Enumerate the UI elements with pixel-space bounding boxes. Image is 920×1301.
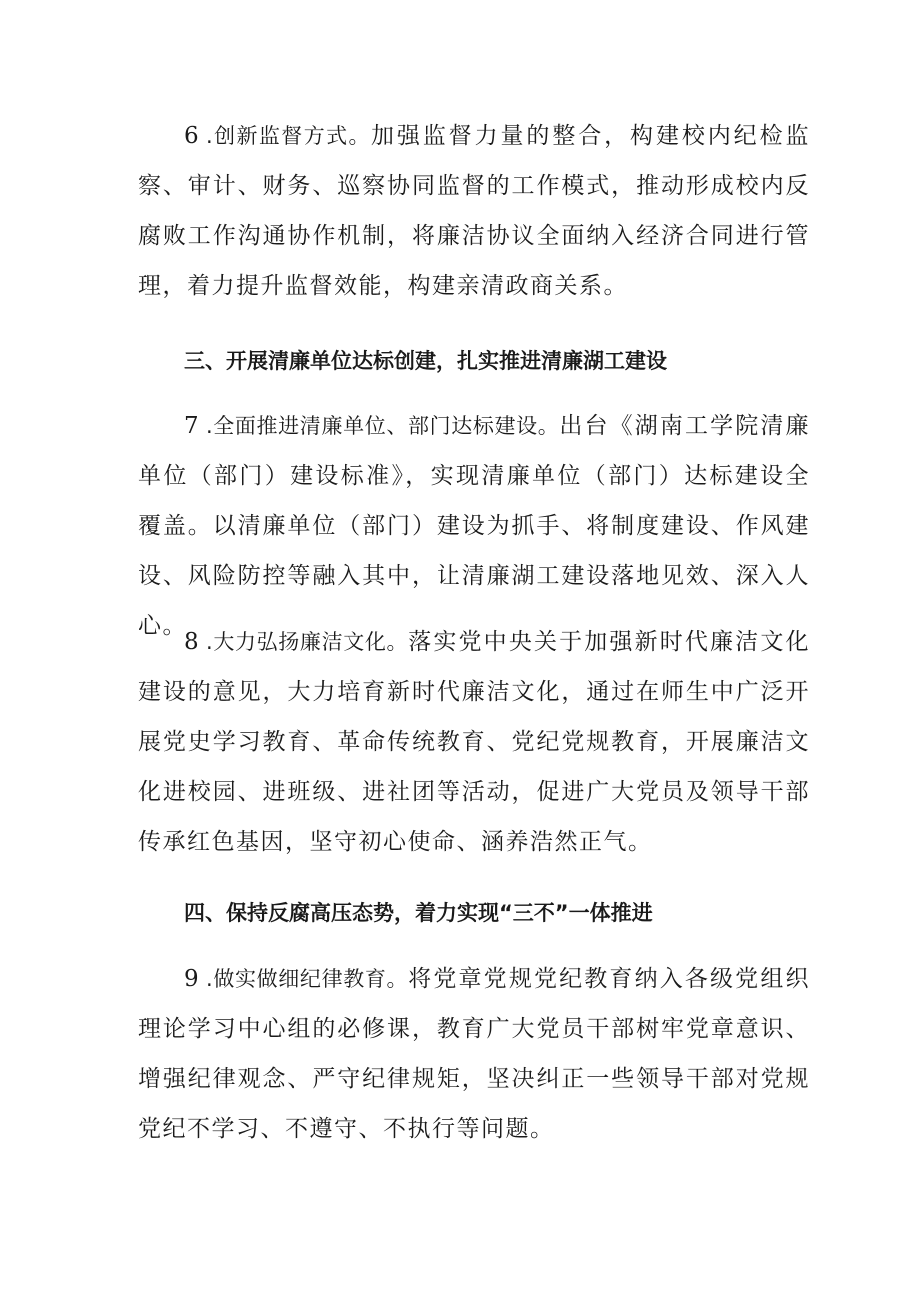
item-lead: .大力弘扬廉洁文化。 (206, 630, 409, 654)
item-lead: .创新监督方式。 (206, 124, 371, 148)
paragraph-item-6 (138, 111, 810, 311)
item-number: 9 (184, 966, 201, 992)
paragraph-item-9 (138, 954, 810, 1154)
paragraph-item-7 (138, 401, 810, 651)
item-number: 7 (184, 413, 201, 439)
item-body: 将党章党规党纪教育纳入各级党组织理论学习中心组的必修课，教育广大党员干部树牢党章意识、增强纪律观念、严守纪律规矩，坚决纠正一些领导干部对党规党纪不学习、不遵守、不执行等问题。 (138, 966, 810, 1142)
item-body: 出台《湖南工学院清廉单位（部门）建设标准》，实现清廉单位（部门）达标建设全覆盖。以清廉单位（部门）建设为抓手、将制度建设、作风建设、风险防控等融入其中，让清廉湖工建设落地见效、深入人心。 (138, 413, 810, 639)
item-number: 6 (184, 123, 201, 149)
item-body: 加强监督力量的整合，构建校内纪检监察、审计、财务、巡察协同监督的工作模式，推动形成校内反腐败工作沟通协作机制，将廉洁协议全面纳入经济合同进行管理，着力提升监督效能，构建亲清政商关系。 (138, 123, 810, 299)
item-lead: .做实做细纪律教育。 (206, 967, 409, 991)
paragraph-item-8 (138, 617, 810, 867)
section-heading-3: 三、开展清廉单位达标创建，扎实推进清廉湖工建设 (184, 349, 667, 373)
item-number: 8 (184, 629, 201, 655)
item-body: 落实党中央关于加强新时代廉洁文化建设的意见，大力培育新时代廉洁文化，通过在师生中广泛开展党史学习教育、革命传统教育、党纪党规教育，开展廉洁文化进校园、进班级、进社团等活动，促进广大党员及领导干部传承红色基因，坚守初心使命、涵养浩然正气。 (138, 629, 810, 855)
item-lead: .全面推进清廉单位、部门达标建设。 (206, 414, 560, 438)
section-heading-4: 四、保持反腐高压态势，着力实现“三不”一体推进 (184, 901, 653, 925)
